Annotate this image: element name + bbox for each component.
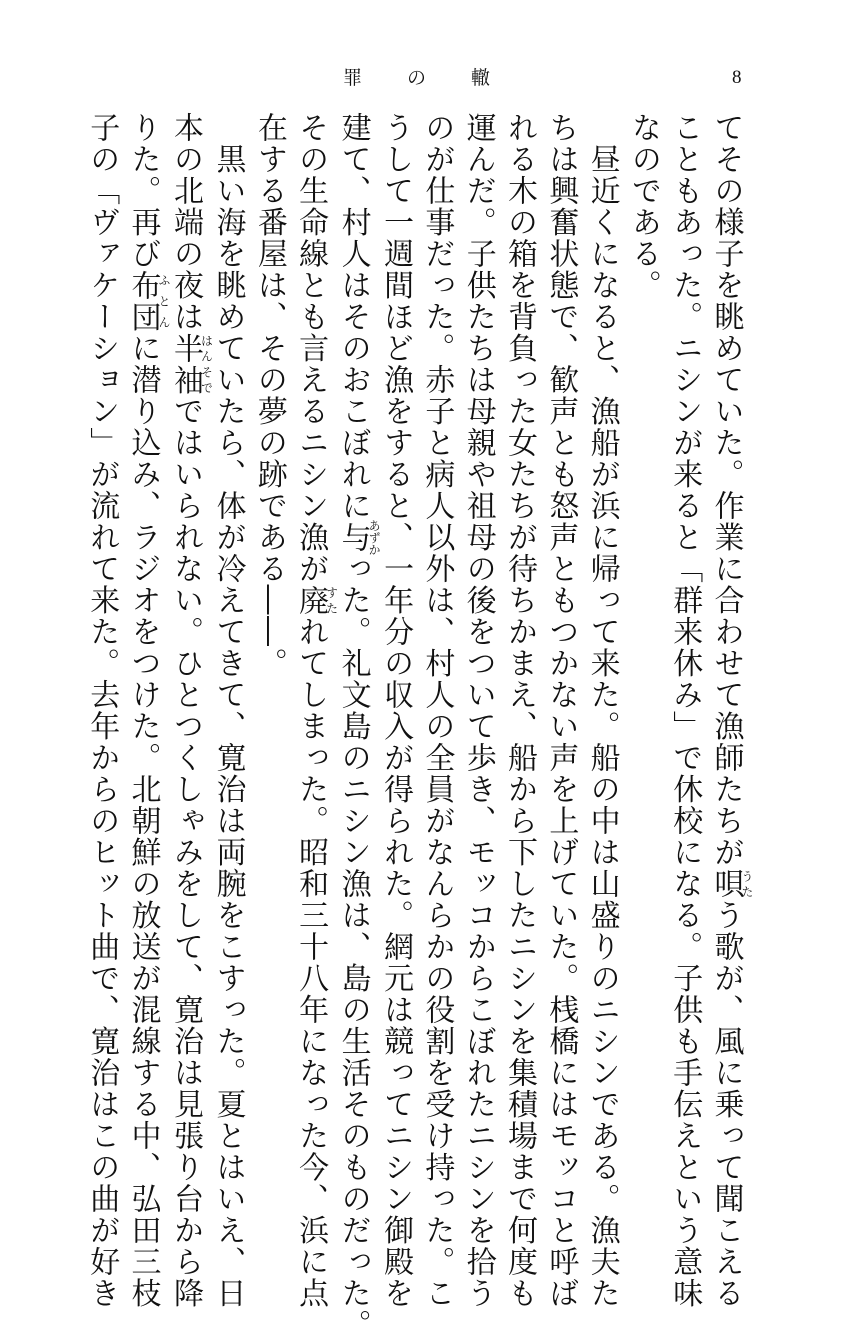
text-run: てその様子を眺めていた。作業に合わせて漁師たちが [708,112,744,868]
ruby-annotation [125,269,172,333]
ruby-reading: ふとん [157,269,172,333]
ruby-base: 布団 [125,269,161,333]
ruby-reading: はんそで [199,332,214,396]
ruby-base: 与 [335,519,371,556]
text-run: ではいられない。ひとつくしゃみをして、寛治は見張り台から降 りた。再び [125,112,204,1309]
ruby-reading: うた [740,868,754,900]
ruby-reading: すた [324,584,339,616]
body-text [83,112,754,1341]
ruby-annotation [293,584,339,617]
ruby-base: 半袖 [168,332,204,396]
ruby-annotation [168,332,214,396]
ruby-base: 廃 [293,584,329,616]
page-number: 8 [732,67,742,88]
book-title-char: 轍 [471,67,491,89]
ruby-base: 唄 [708,868,744,900]
ruby-annotation [335,519,382,556]
text-run: れてしまった。昭和三十八年になった今、浜に点 在する番屋は、その夢の跡である――。 黒い海を眺めていたら、体が冷えてきて、寛治は両腕をこすった。夏とはいえ、日 本の北端の夜は [168,112,329,1309]
book-title-char: 罪 [343,67,363,89]
text-run: に潜り込み、ラジオをつけた。北朝鮮の放送が混線する中、弘田三枝 子の「ヴァケーション」が流れて来た。去年からのヒット曲で、寛治はこの曲が好き [84,112,161,1309]
ruby-annotation [708,868,754,900]
text-run: った。礼文島のニシン漁は、島の生活そのものだった。 その生命線とも言えるニシン漁が [293,112,371,1341]
book-title-char: の [407,67,427,89]
ruby-reading: あずか [367,519,382,556]
running-head [0,66,841,96]
text-run: う歌が、風に乗って聞こえる こともあった。ニシンが来ると「群来休み」で休校になる。子供も手伝えという意味 なのである。 昼近くになると、漁船が浜に帰って来た。船の中は山盛りのニシンである。漁夫た ちは興奮状態で、歓声とも怒声ともつかない声を上げていた。桟橋にはモッコと呼ば れる木の箱を背負った女たちが待ちかまえ、船から下したニシンを集積場まで何度も 運んだ。子供たちは母親や祖母の後をついて歩き、モッコからこぼれたニシンを拾う のが仕事だった。赤子と病人以外は、村人の全員がなんらかの役割を受け持った。こ うして一週間ほど漁をすると、一年分の収入が得られた。網元は競ってニシン御殿を 建て、村人はそのおこぼれに [335,112,744,1309]
